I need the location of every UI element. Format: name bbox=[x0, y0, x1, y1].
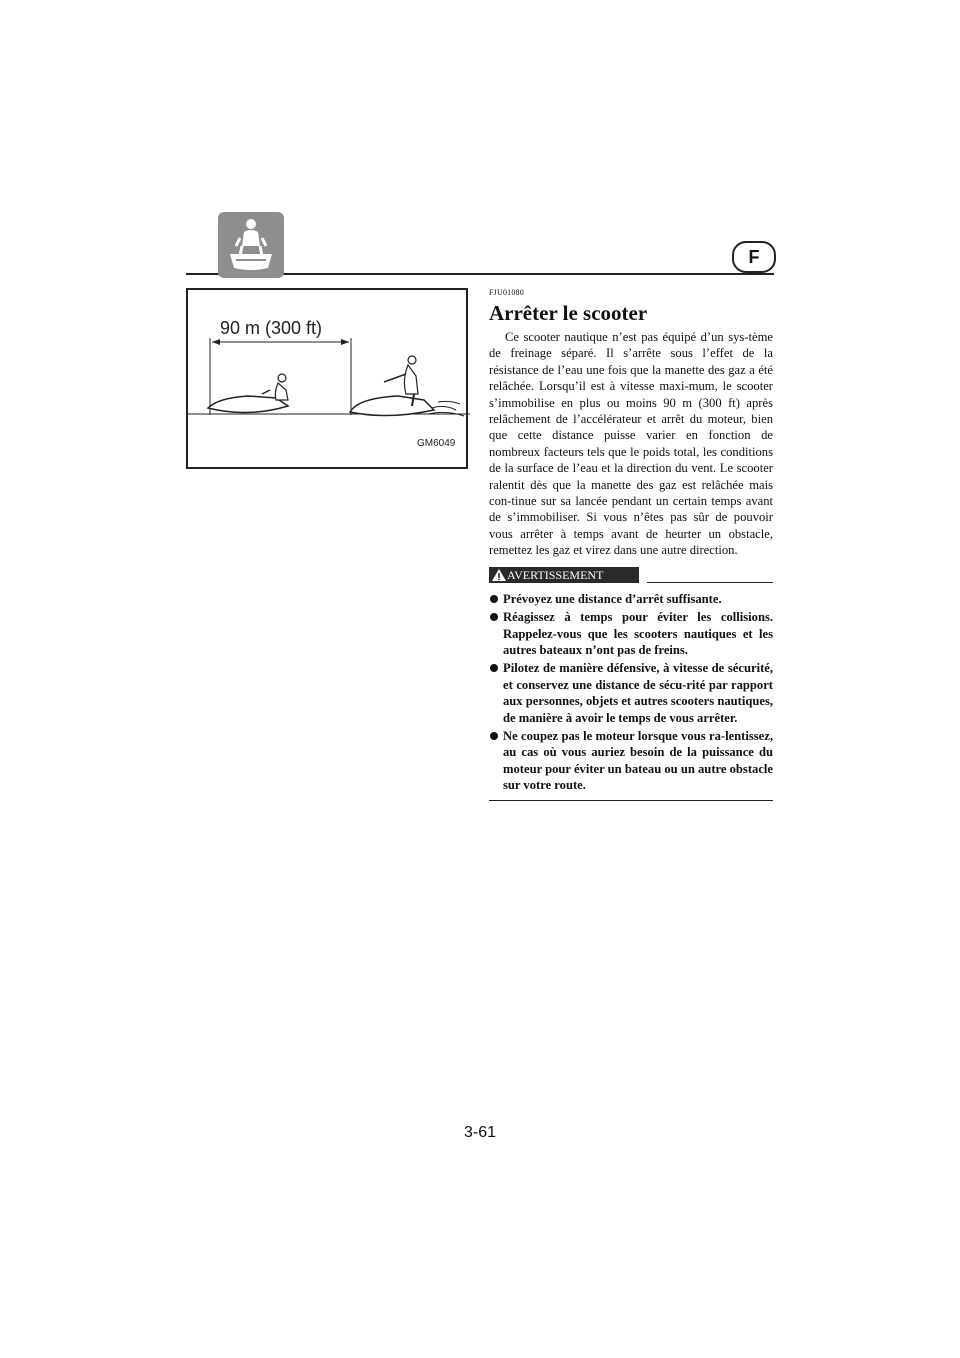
content-column bbox=[489, 288, 773, 801]
list-item bbox=[489, 591, 773, 607]
section-title: Arrêter le scooter bbox=[489, 301, 648, 325]
warning-end-rule bbox=[489, 800, 773, 801]
bullet-icon bbox=[490, 595, 498, 603]
bullet-icon bbox=[490, 613, 498, 621]
warning-label: AVERTISSEMENT bbox=[507, 567, 604, 582]
warning-rule bbox=[647, 582, 773, 583]
figure-code: GM6049 bbox=[417, 438, 456, 449]
jet-ski-rider-icon bbox=[218, 212, 284, 278]
bullet-icon bbox=[490, 664, 498, 672]
warning-item-text: Ne coupez pas le moteur lorsque vous ra-lentissez, au cas où vous auriez besoin de la puissance du moteur pour éviter un bateau ou un autre obstacle sur votre route. bbox=[503, 728, 773, 793]
warning-triangle-icon bbox=[491, 567, 507, 583]
list-item bbox=[489, 660, 773, 726]
warning-item-text: Prévoyez une distance d’arrêt suffisante. bbox=[503, 591, 722, 606]
stopping-distance-figure bbox=[186, 288, 468, 469]
bullet-icon bbox=[490, 732, 498, 740]
warning-item-text: Réagissez à temps pour éviter les collisions. Rappelez-vous que les scooters nautiques et les autres bateaux n’ont pas de freins. bbox=[503, 610, 773, 657]
list-item bbox=[489, 609, 773, 658]
reference-code: FJU01080 bbox=[489, 288, 524, 297]
section-body: Ce scooter nautique n’est pas équipé d’un sys-tème de freinage séparé. Il s’arrête sous l’effet de la résistance de l’eau une fois que la manette des gaz a été relâchée. Lorsqu’il est à vitesse maxi-mum, le scooter s’immobilise en plus ou moins 90 m (300 ft) après relâchement de l’accélérateur et arrêt du moteur, bien que cette distance puisse varier en fonction de nombreux facteurs tels que le poids total, les conditions de la surface de l’eau et la direction du vent. Le scooter ralentit dès que la manette des gaz est relâchée mais con-tinue sur sa lancée pendant un certain temps avant de s’immobiliser. Si vous n’êtes pas sûr de pouvoir vous arrêter à temps avant de heurter un obstacle, remettez les gaz et virez dans une autre direction. bbox=[489, 330, 773, 558]
warning-list bbox=[489, 591, 773, 794]
warning-header bbox=[489, 567, 773, 585]
list-item bbox=[489, 728, 773, 794]
language-badge: F bbox=[732, 241, 776, 273]
distance-label: 90 m (300 ft) bbox=[220, 318, 323, 338]
warning-item-text: Pilotez de manière défensive, à vitesse de sécurité, et conservez une distance de sécu-rité par rapport aux personnes, objets et autres scooters nautiques, de manière à avoir le temps de vous arrêter. bbox=[503, 661, 773, 725]
warning-label-box bbox=[489, 567, 639, 583]
page-number: 3-61 bbox=[463, 1124, 497, 1141]
